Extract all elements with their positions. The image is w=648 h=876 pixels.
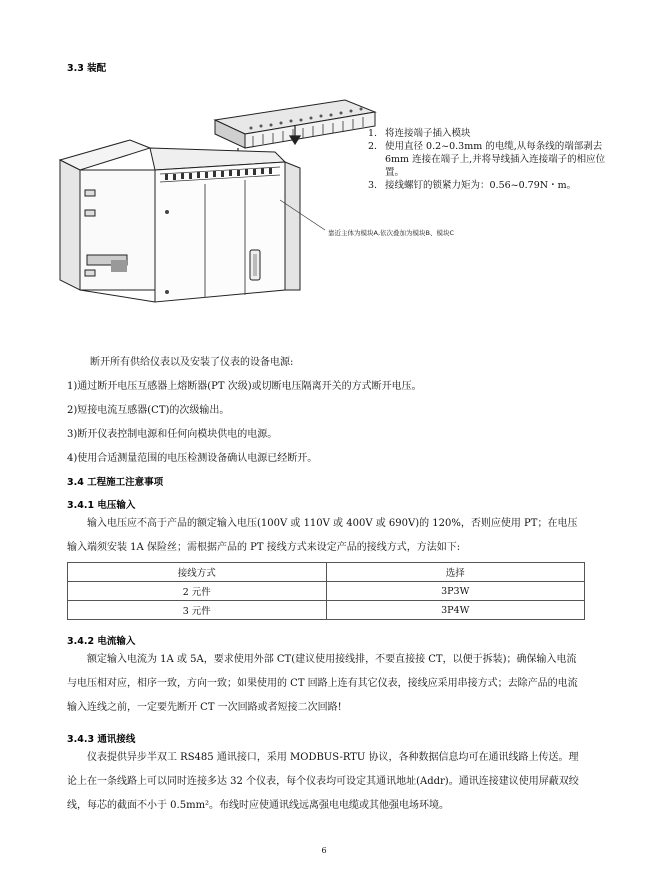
table-cell: 3P4W — [326, 601, 585, 620]
table-cell: 3P3W — [326, 582, 585, 601]
list-item: 2. 使用直径 0.2~0.3mm 的电缆,从每条线的端部剥去 6mm 连接在端子上,并将导线插入连接端子的相应位置。 — [368, 141, 606, 178]
communication-paragraph: 仪表提供异步半双工 RS485 通讯接口，采用 MODBUS-RTU 协议，各种数据信息均可在通讯线路上传送。理论上在一条线路上可以同时连接多达 32 个仪表，每个仪表均可设定其通讯地址(Addr)。通讯连接建议使用屏蔽双绞线，每芯的截面不小于 0.5mm²。布线时应使通讯线远离强电电缆或其他强电场环境。 — [67, 752, 579, 811]
list-item: 4)使用合适测量范围的电压检测设备确认电源已经断开。 — [67, 453, 318, 464]
section-title-3-4-2: 3.4.2 电流输入 — [67, 636, 136, 647]
section-title-3-4-3: 3.4.3 通讯接线 — [67, 734, 136, 745]
power-off-intro: 断开所有供给仪表以及安装了仪表的设备电源: — [90, 357, 294, 368]
list-item: 1. 将连接端子插入模块 — [368, 128, 471, 139]
list-item: 1)通过断开电压互感器上熔断器(PT 次级)或切断电压隔离开关的方式断开电压。 — [67, 381, 422, 392]
table-header: 接线方式 — [68, 563, 327, 582]
section-title-3-4: 3.4 工程施工注意事项 — [67, 477, 164, 488]
list-item: 3. 接线螺钉的锁紧力矩为：0.56~0.79N・m。 — [368, 180, 577, 191]
page-number: 6 — [321, 846, 327, 855]
list-item: 2)短接电流互感器(CT)的次级输出。 — [67, 405, 230, 416]
table-header: 选择 — [326, 563, 585, 582]
current-input-paragraph: 额定输入电流为 1A 或 5A，要求使用外部 CT(建议使用接线排，不要直接接 CT，以便于拆装)；确保输入电流与电压相对应，相序一致，方向一致；如果使用的 CT 回路上连有其它仪表，接线应采用串接方式；去除产品的电流输入连线之前，一定要先断开 CT 一次回路或者短接二次回路! — [67, 654, 578, 713]
voltage-input-paragraph: 输入电压应不高于产品的额定输入电压(100V 或 110V 或 400V 或 690V)的 120%，否则应使用 PT；在电压输入端须安装 1A 保险丝；需根据产品的 PT 接线方式来设定产品的接线方式，方法如下: — [67, 518, 578, 553]
table-header-row — [68, 563, 585, 582]
table-cell: 3 元件 — [68, 601, 327, 620]
module-callout: 靠近主体为模块A,依次叠加为模块B、模块C — [328, 229, 455, 237]
table-row — [68, 601, 585, 620]
section-title-3-3: 3.3 装配 — [67, 63, 107, 74]
assembly-illustration — [55, 90, 595, 310]
table-cell: 2 元件 — [68, 582, 327, 601]
table-row — [68, 582, 585, 601]
wiring-mode-table — [67, 562, 585, 620]
section-title-3-4-1: 3.4.1 电压输入 — [67, 500, 136, 511]
assembly-steps — [368, 127, 623, 192]
list-item: 3)断开仪表控制电源和任何向模块供电的电源。 — [67, 429, 278, 440]
meter-housing-icon — [60, 140, 325, 302]
